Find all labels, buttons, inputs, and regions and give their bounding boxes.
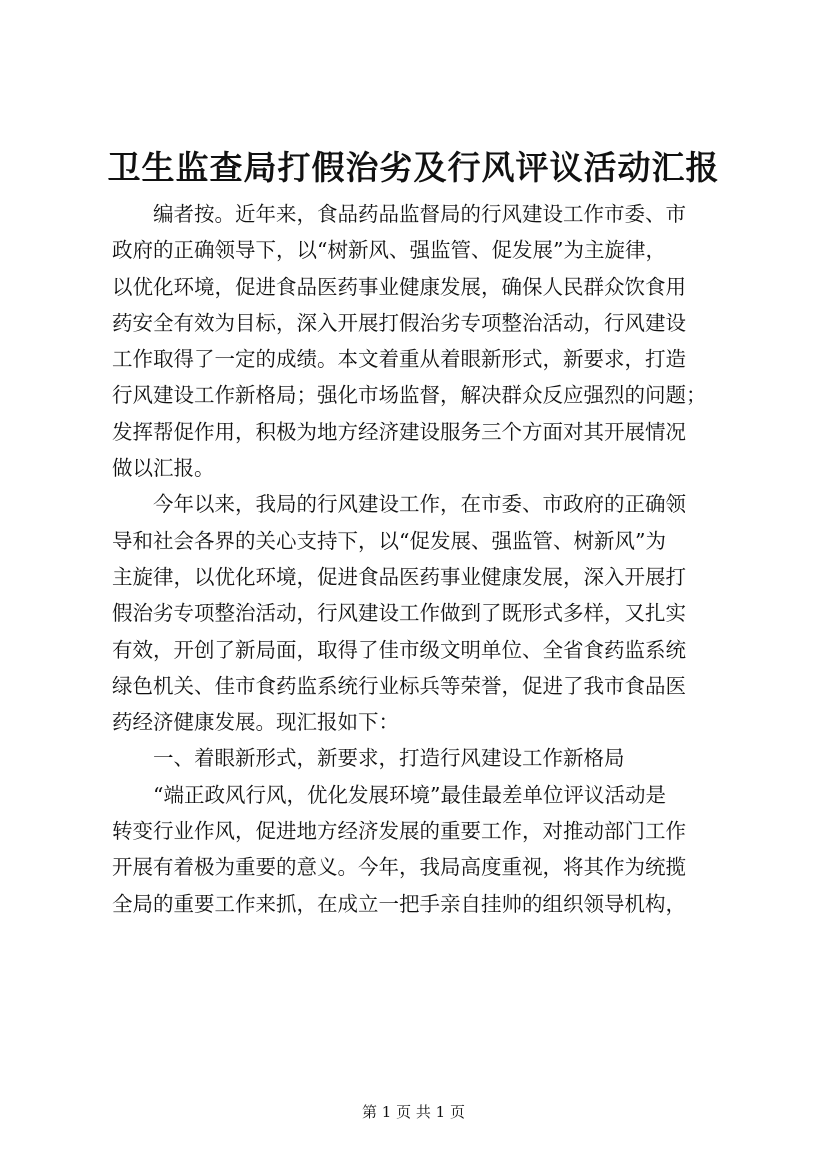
paragraph-line: 今年以来，我局的行风建设工作，在市委、市政府的正确领 [153,492,686,517]
paragraph-line: 行风建设工作新格局；强化市场监督，解决群众反应强烈的问题； [112,383,707,408]
paragraph-line: 主旋律，以优化环境，促进食品医药事业健康发展，深入开展打 [112,564,686,589]
paragraph-line: 工作取得了一定的成绩。本文着重从着眼新形式，新要求，打造 [112,347,686,372]
paragraph-line: 导和社会各界的关心支持下，以“促发展、强监管、树新风”为 [112,528,666,553]
paragraph-line: 政府的正确领导下，以“树新风、强监管、促发展”为主旋律， [112,238,666,263]
paragraph-line: 全局的重要工作来抓，在成立一把手亲自挂帅的组织领导机构， [112,891,686,916]
document-body [112,196,740,922]
paragraph-line: “端正政风行风，优化发展环境”最佳最差单位评议活动是 [153,782,666,807]
paragraph-line: 编者按。近年来，食品药品监督局的行风建设工作市委、市 [153,202,686,226]
paragraph-line: 发挥帮促作用，积极为地方经济建设服务三个方面对其开展情况 [112,419,686,444]
paragraph-line: 药安全有效为目标，深入开展打假治劣专项整治活动，行风建设 [112,310,686,335]
page-footer: 第 1 页 共 1 页 [362,1103,465,1121]
document-title: 卫生监查局打假治劣及行风评议活动汇报 [107,148,720,187]
paragraph-line: 做以汇报。 [112,456,215,481]
paragraph-line: 开展有着极为重要的意义。今年，我局高度重视，将其作为统揽 [112,855,686,880]
paragraph-line: 绿色机关、佳市食药监系统行业标兵等荣誉，促进了我市食品医 [112,673,686,698]
paragraph-line: 以优化环境，促进食品医药事业健康发展，确保人民群众饮食用 [112,274,686,299]
section-heading: 一、着眼新形式，新要求，打造行风建设工作新格局 [153,746,625,771]
paragraph-line: 药经济健康发展。现汇报如下： [112,710,399,735]
paragraph-line: 假治劣专项整治活动，行风建设工作做到了既形式多样，又扎实 [112,601,686,626]
paragraph-line: 转变行业作风，促进地方经济发展的重要工作，对推动部门工作 [112,819,686,844]
paragraph-line: 有效，开创了新局面，取得了佳市级文明单位、全省食药监系统 [112,637,686,662]
